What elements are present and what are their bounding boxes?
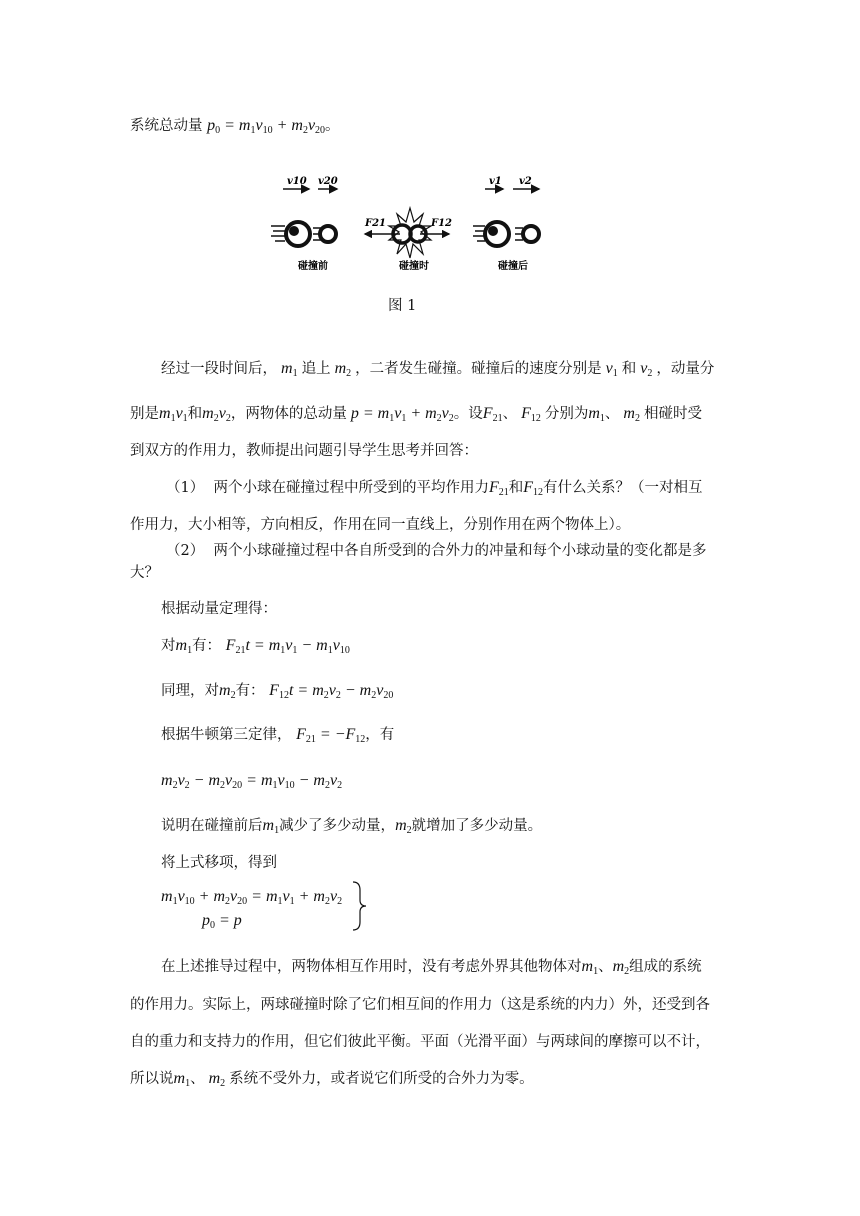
right-brace bbox=[350, 880, 368, 932]
label-f12: F12 bbox=[431, 218, 453, 229]
during-group bbox=[364, 208, 452, 272]
label-before: 碰撞前 bbox=[298, 261, 328, 272]
q2-line1: （2） 两个小球碰撞过程中各自所受到的合外力的冲量和每个小球动量的变化都是多 bbox=[166, 543, 707, 559]
intro-line: 系统总动量 $p_0 = m_1v_{10} + m_2v_{20}$。 bbox=[130, 117, 340, 136]
collision-figure bbox=[265, 168, 555, 276]
eq-m2: 同理，对$m_2$有： $F_{12}t = m_2v_2 - m_2v_{20}$ bbox=[161, 682, 394, 701]
label-v10: v10 bbox=[287, 176, 307, 187]
after-group bbox=[473, 176, 539, 272]
eq-newton: 根据牛顿第三定律， $F_{21} = -F_{12}$，有 bbox=[161, 726, 395, 745]
eq-p0-p: $p_0 = p$ bbox=[202, 912, 242, 931]
ball-m2-after bbox=[523, 226, 539, 242]
eq-combined: $m_2v_2 - m_2v_{20} = m_1v_{10} - m_2v_2$ bbox=[161, 772, 343, 791]
label-v20: v20 bbox=[318, 176, 338, 187]
eq-m1: 对$m_1$有： $F_{21}t = m_1v_1 - m_1v_{10}$ bbox=[161, 637, 350, 656]
ball-m2-before bbox=[320, 226, 336, 242]
eq-conservation: $m_1v_{10} + m_2v_{20} = m_1v_1 + m_2v_2$ bbox=[161, 888, 343, 907]
para1-line1: 经过一段时间后， $m_1$ 追上 $m_2$ ，二者发生碰撞。碰撞后的速度分别是 $v_1$ 和 $v_2$ ，动量分 bbox=[161, 360, 715, 379]
para1-line2: 别是$m_1v_1$和$m_2v_2$，两物体的总动量 $p = m_1v_1 + m_2v_2$。设$F_{21}$、 $F_{12}$ 分别为$m_1$、 $m_2$ 相碰时受 bbox=[130, 405, 702, 424]
para1-line3: 到双方的作用力，教师提出问题引导学生思考并回答： bbox=[130, 443, 478, 459]
label-f21: F21 bbox=[365, 218, 387, 229]
para2-line2: 的作用力。实际上，两球碰撞时除了它们相互间的作用力（这是系统的内力）外，还受到各 bbox=[130, 997, 710, 1013]
q1-line2: 作用力，大小相等，方向相反，作用在同一直线上，分别作用在两个物体上）。 bbox=[130, 517, 631, 533]
label-v2: v2 bbox=[519, 176, 532, 187]
formula-p0: $p_0 = m_1v_{10} + m_2v_{20}$ bbox=[207, 117, 326, 136]
figure-caption: 图 1 bbox=[388, 298, 417, 314]
before-group bbox=[271, 176, 338, 272]
q2-line2: 大？ bbox=[130, 565, 159, 581]
derivation-intro: 根据动量定理得： bbox=[161, 601, 277, 617]
para2-line4: 所以说$m_1$、 $m_2$ 系统不受外力，或者说它们所受的合外力为零。 bbox=[130, 1070, 534, 1089]
label-after: 碰撞后 bbox=[498, 261, 528, 272]
rearrange-line: 将上式移项，得到 bbox=[161, 855, 277, 871]
label-during: 碰撞时 bbox=[399, 261, 429, 272]
para2-line1: 在上述推导过程中，两物体相互作用时，没有考虑外界其他物体对$m_1$、$m_2$组成的系统 bbox=[161, 958, 702, 977]
explain-line: 说明在碰撞前后$m_1$减少了多少动量，$m_2$就增加了多少动量。 bbox=[161, 817, 543, 836]
label-v1: v1 bbox=[489, 176, 502, 187]
q1-line1: （1） 两个小球在碰撞过程中所受到的平均作用力$F_{21}$和$F_{12}$有什么关系？（一对相互 bbox=[166, 479, 703, 498]
para2-line3: 自的重力和支持力的作用，但它们彼此平衡。平面（光滑平面）与两球间的摩擦可以不计， bbox=[130, 1034, 710, 1050]
